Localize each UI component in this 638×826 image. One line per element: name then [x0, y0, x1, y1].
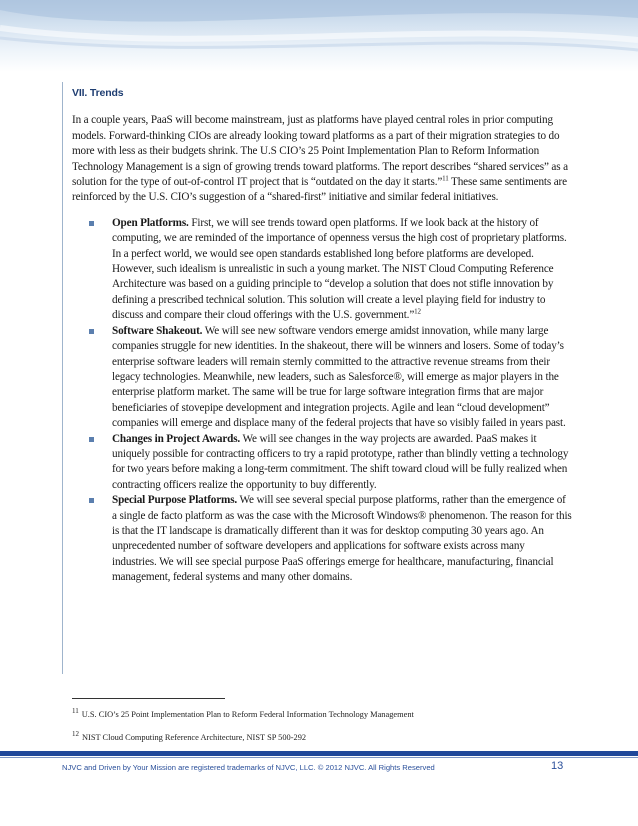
trend-text: We will see several special purpose platforms, rather than the emergence of a single de facto platform as was the case with the Microsoft Windows® phenomenon. The reason for this is that the IT landscape is dramatically different than it was for desktop computing 30 years ago. An unprecedented number of software developers and applications for software exists across many industries. We will see special purpose PaaS offerings emerge for healthcare, manufacturing, financial management, federal systems and many other domains. [112, 494, 572, 584]
header-decoration [0, 0, 638, 72]
section-heading: VII. Trends [72, 87, 124, 99]
intro-paragraph [72, 113, 572, 205]
footer-trademark-text: NJVC and Driven by Your Mission are registered trademarks of NJVC, LLC. © 2012 NJVC. All Rights Reserved [62, 763, 435, 772]
footnote-number: 12 [72, 730, 79, 739]
trend-title: Open Platforms. [112, 216, 189, 229]
left-margin-rule [62, 82, 63, 674]
page-number: 13 [551, 760, 564, 772]
footnote-number: 11 [72, 707, 79, 716]
list-item [72, 432, 572, 494]
intro-text-1: In a couple years, PaaS will become mainstream, just as platforms have played central roles in prior computing models. Forward-thinking CIOs are already looking toward platforms as a part of their migration strategies to do more with less as their budgets shrink. The U.S CIO’s 25 Point Implementation Plan to Reform Information Technology Management is a sign of growing trends toward platforms. The report describes “shared services” as a solution for the type of out-of-control IT project that is “outdated on the day it starts.” [72, 114, 568, 189]
square-bullet-icon [89, 498, 94, 503]
trends-list [72, 216, 572, 586]
square-bullet-icon [89, 221, 94, 226]
trend-title: Software Shakeout. [112, 324, 203, 337]
footnote-separator [72, 698, 225, 699]
footnote-ref-12[interactable]: 12 [414, 307, 421, 316]
footnote-text: U.S. CIO’s 25 Point Implementation Plan to Reform Federal Information Technology Management [81, 710, 414, 719]
trend-text: We will see new software vendors emerge amidst innovation, while many large companies struggle for new identities. In the shakeout, there will be winners and losers. Some of today’s enterprise software leaders will remain sternly committed to the attractive revenue streams from their legacy technologies. Meanwhile, new leaders, such as Salesforce®, will emerge as major players in the enterprise platform market. The same will be true for large software integration firms that are major beneficiaries of stovepipe development and integration projects. Agile and lean “cloud development” companies will emerge and displace many of the federal projects that have so visibly failed in years past. [112, 324, 566, 430]
trend-text: First, we will see trends toward open platforms. If we look back at the history of computing, we are reminded of the importance of openness versus the high cost of proprietary platforms. In a perfect world, we would see open standards established long before platforms are developed. However, such idealism is unrealistic in such a young market. The NIST Cloud Computing Reference Architecture was based on a guiding principle to “develop a solution that does not stifle innovation by defining a prescribed technical solution. This solution will create a level playing field for industry to discuss and compare their cloud offerings with the U.S. government.” [112, 216, 567, 322]
trend-title: Changes in Project Awards. [112, 432, 241, 445]
footnote-12 [72, 730, 307, 742]
footer-band-thin [0, 757, 638, 758]
header-swoosh-graphic [0, 0, 638, 72]
footer-band [0, 751, 638, 756]
intro-text-2: These same sentiments are reinforced by the U.S. CIO’s suggestion of a “shared-first” initiative and similar federal initiatives. [72, 176, 567, 204]
footnote-11 [72, 707, 414, 719]
square-bullet-icon [89, 437, 94, 442]
footnote-text: NIST Cloud Computing Reference Architecture, NIST SP 500-292 [82, 733, 307, 742]
list-item [72, 216, 572, 324]
trend-title: Special Purpose Platforms. [112, 494, 238, 507]
list-item [72, 493, 572, 585]
list-item [72, 324, 572, 432]
main-content [72, 86, 572, 586]
trend-text: We will see changes in the way projects are awarded. PaaS makes it uniquely possible for contracting officers to try a rapid prototype, rather than blindly vetting a technology for two years before making a long-term commitment. The shift toward cloud will be fully realized when contracting officers realize the opportunity to buy differently. [112, 432, 569, 491]
square-bullet-icon [89, 329, 94, 334]
footnote-ref-11[interactable]: 11 [442, 174, 449, 183]
